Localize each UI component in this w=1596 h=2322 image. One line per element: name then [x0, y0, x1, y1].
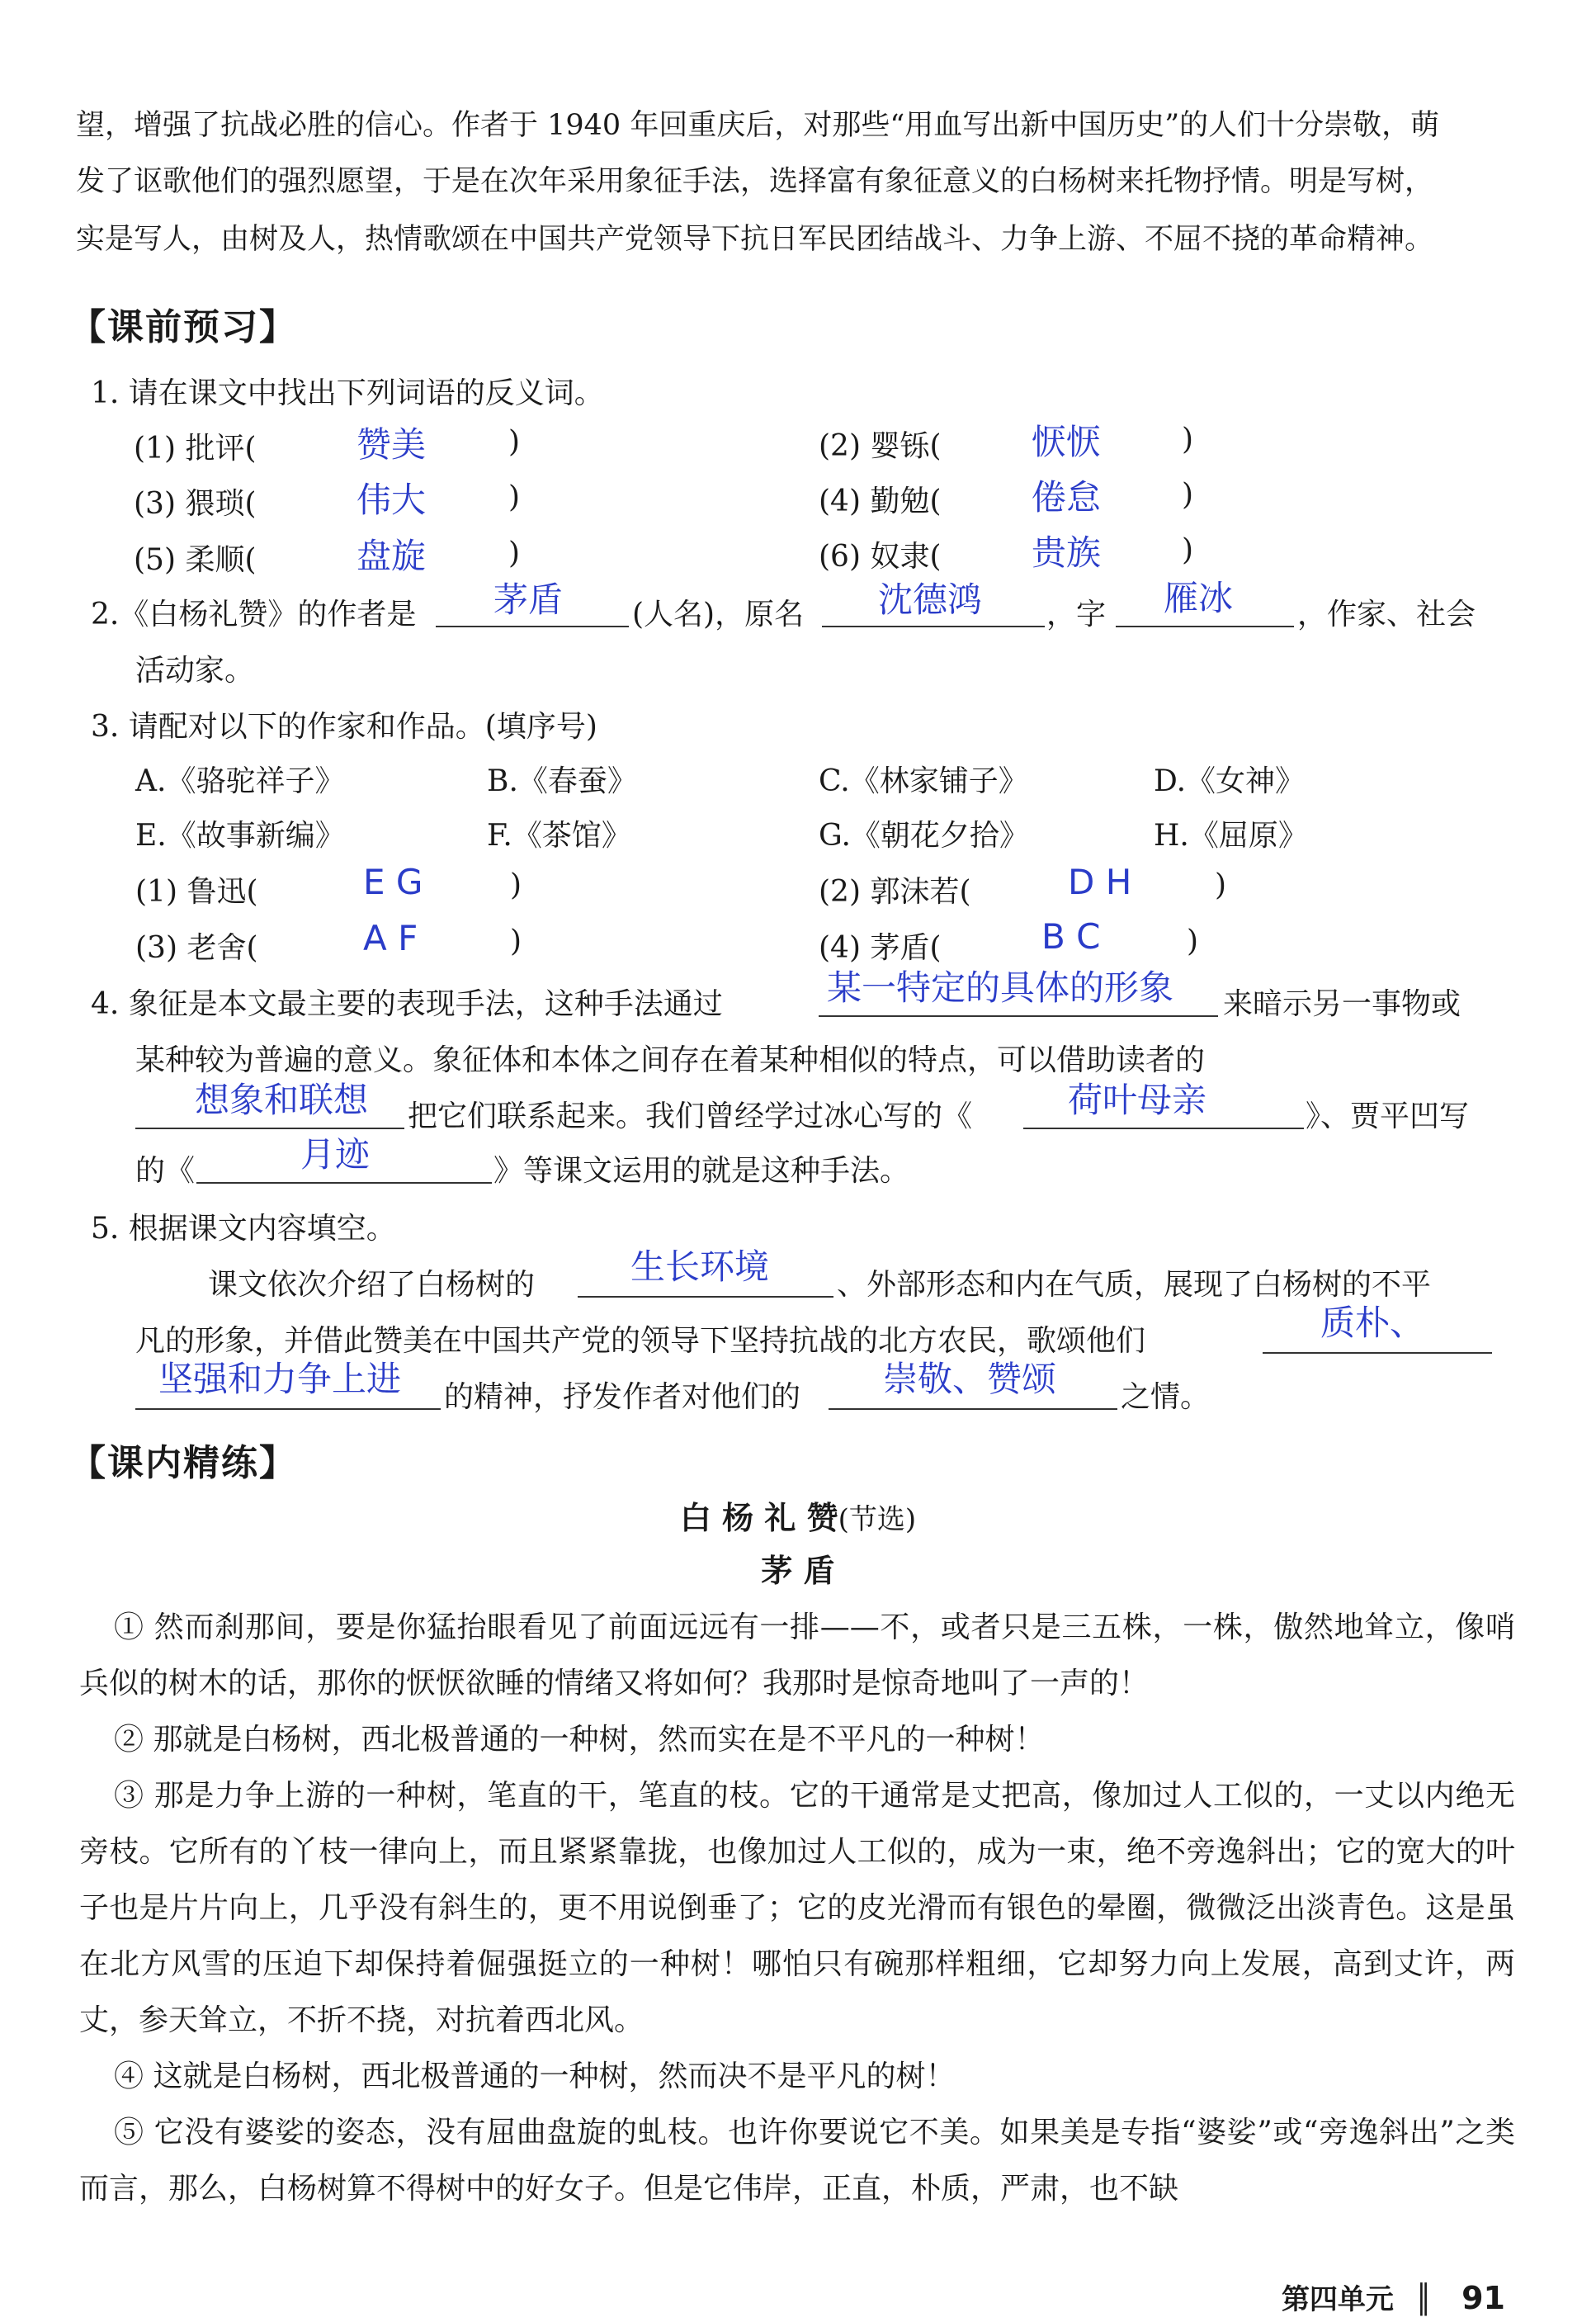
q1-item-5-answer[interactable]: 盘旋 — [357, 536, 427, 576]
article-paragraph-5: ⑤ 它没有婆娑的姿态，没有屈曲盘旋的虬枝。也许你要说它不美。如果美是专指“婆娑”或“旁逸斜出”之类而言，那么，白杨树算不得树中的好女子。但是它伟岸，正直，朴质，严肃，也不缺 — [79, 2116, 1515, 2206]
q3-work-f: F.《茶馆》 — [487, 819, 631, 853]
q4-answer-1[interactable]: 某一特定的具体的形象 — [827, 967, 1174, 1008]
q2-text-3: ，字 — [1046, 598, 1107, 631]
q5-text-4: 的精神，抒发作者对他们的 — [444, 1380, 801, 1414]
q4-answer-2[interactable]: 想象和联想 — [195, 1080, 369, 1120]
q3-pair-2-label: (2) 郭沫若( — [819, 875, 971, 909]
q2-text-5: 活动家。 — [135, 654, 255, 688]
q4-text-3: 某种较为普遍的意义。象征体和本体之间存在着某种相似的特点，可以借助读者的 — [135, 1043, 1206, 1077]
q4-text-6: 的《 — [135, 1154, 196, 1188]
q1-item-1-label: (1) 批评( — [134, 432, 257, 466]
article-paragraph-3: ③ 那是力争上游的一种树，笔直的干，笔直的枝。它的干通常是丈把高，像加过人工似的，一丈以内绝无旁枝。它所有的丫枝一律向上，而且紧紧靠拢，也像加过人工似的，成为一束，绝不旁逸斜出；它的宽大的叶子也是片片向上，几乎没有斜生的，更不用说倒垂了；它的皮光滑而有银色的晕圈，微微泛出淡青色。这是虽在北方风雪的压迫下却保持着倔强挺立的一种树！哪怕只有碗那样粗细，它却努力向上发展，高到丈许，两丈，参天耸立，不折不挠，对抗着西北风。 — [79, 1779, 1515, 2037]
q3-pair-3-close: ) — [510, 925, 522, 958]
footer-unit: 第四单元 — [1281, 2283, 1394, 2316]
q1-item-5-label: (5) 柔顺( — [134, 543, 257, 577]
q2-text-2: (人名)，原名 — [632, 598, 805, 631]
q3-pair-2-close: ) — [1215, 868, 1227, 902]
q1-item-2-answer[interactable]: 恹恹 — [1032, 422, 1102, 462]
q3-work-a: A.《骆驼祥子》 — [135, 764, 345, 798]
q5-text-5: 之情。 — [1121, 1380, 1211, 1414]
q3-work-c: C.《林家铺子》 — [819, 764, 1028, 798]
q1-item-4-close: ) — [1182, 478, 1194, 512]
intro-line-1: 望，增强了抗战必胜的信心。作者于 1940 年回重庆后，对那些“用血写出新中国历史”的人们十分崇敬，萌 — [76, 109, 1440, 142]
q5-answer-1[interactable]: 生长环境 — [630, 1246, 770, 1287]
section-title-practice: 【课内精练】 — [69, 1442, 297, 1484]
q3-pair-4-answer[interactable]: B C — [1041, 916, 1101, 957]
intro-line-3: 实是写人，由树及人，热情歌颂在中国共产党领导下抗日军民团结战斗、力争上游、不屈不挠的革命精神。 — [76, 223, 1434, 256]
page-footer — [1282, 2277, 1505, 2317]
q3-pair-3-answer[interactable]: A F — [363, 918, 418, 958]
q3-pair-1-close: ) — [510, 868, 522, 902]
q4-text-7: 》等课文运用的就是这种手法。 — [493, 1154, 910, 1188]
q1-item-6-answer[interactable]: 贵族 — [1032, 532, 1102, 573]
page-number: 91 — [1461, 2280, 1505, 2316]
q1-item-1-close: ) — [508, 425, 521, 459]
q1-item-3-label: (3) 猥琐( — [134, 487, 257, 521]
article-author: 茅 盾 — [761, 1552, 835, 1589]
q3-pair-4-close: ) — [1187, 925, 1199, 958]
q3-work-g: G.《朝花夕拾》 — [819, 819, 1029, 853]
section-title-preview: 【课前预习】 — [69, 306, 297, 348]
q1-item-1-answer[interactable]: 赞美 — [357, 424, 427, 465]
q2-answer-1[interactable]: 茅盾 — [493, 579, 564, 620]
q2-text-4: ，作家、社会 — [1297, 598, 1476, 631]
q1-item-4-label: (4) 勤勉( — [819, 485, 942, 518]
article-title-text: 白 杨 礼 赞 — [679, 1499, 838, 1536]
q2-answer-2[interactable]: 沈德鸿 — [878, 579, 983, 620]
q4-text-1: 4. 象征是本文最主要的表现手法，这种手法通过 — [91, 987, 723, 1021]
article-paragraph-4: ④ 这就是白杨树，西北极普通的一种树，然而决不是平凡的树！ — [114, 2060, 956, 2093]
q3-work-e: E.《故事新编》 — [135, 819, 345, 853]
q3-pair-1-answer[interactable]: E G — [363, 862, 423, 902]
q3-pair-4-label: (4) 茅盾( — [819, 931, 942, 965]
q5-text-3: 凡的形象，并借此赞美在中国共产党的领导下坚持抗战的北方农民，歌颂他们 — [135, 1324, 1146, 1358]
q1-item-2-label: (2) 婴铄( — [819, 429, 942, 463]
q4-answer-4[interactable]: 月迹 — [300, 1134, 371, 1175]
article-paragraph-2: ② 那就是白杨树，西北极普通的一种树，然而实在是不平凡的一种树！ — [114, 1723, 1045, 1757]
q3-stem: 3. 请配对以下的作家和作品。(填序号) — [91, 710, 597, 744]
article-title — [0, 1492, 1596, 1538]
q1-item-3-close: ) — [508, 480, 521, 514]
q2-answer-3[interactable]: 雁冰 — [1164, 578, 1234, 618]
q1-stem: 1. 请在课文中找出下列词语的反义词。 — [91, 376, 604, 410]
q5-answer-4[interactable]: 崇敬、赞颂 — [883, 1359, 1057, 1399]
q1-item-3-answer[interactable]: 伟大 — [357, 480, 427, 520]
q1-item-4-answer[interactable]: 倦怠 — [1032, 477, 1102, 518]
q5-answer-3[interactable]: 坚强和力争上进 — [158, 1359, 402, 1399]
q2-text-1: 2.《白杨礼赞》的作者是 — [91, 598, 417, 631]
q3-pair-1-label: (1) 鲁迅( — [135, 875, 258, 909]
q3-work-b: B.《春蚕》 — [487, 764, 637, 798]
footer-divider-icon: ║ — [1414, 2283, 1436, 2316]
q4-text-4: 把它们联系起来。我们曾经学过冰心写的《 — [408, 1100, 973, 1133]
q3-pair-2-answer[interactable]: D H — [1068, 862, 1132, 902]
q5-stem: 5. 根据课文内容填空。 — [91, 1212, 396, 1246]
q3-work-h: H.《屈原》 — [1154, 819, 1308, 853]
q5-answer-2[interactable]: 质朴、 — [1320, 1303, 1425, 1343]
q4-answer-3[interactable]: 荷叶母亲 — [1068, 1080, 1207, 1120]
article-paragraph-1: ① 然而刹那间，要是你猛抬眼看见了前面远远有一排——不，或者只是三五株，一株，傲然地耸立，像哨兵似的树木的话，那你的恹恹欲睡的情绪又将如何？我那时是惊奇地叫了一声的！ — [79, 1610, 1515, 1700]
q4-text-5: 》、贾平凹写 — [1306, 1100, 1470, 1133]
q5-text-1: 课文依次介绍了白杨树的 — [208, 1268, 536, 1302]
q5-text-2: 、外部形态和内在气质，展现了白杨树的不平 — [837, 1268, 1432, 1302]
article-title-sub: (节选) — [838, 1503, 917, 1536]
q1-item-6-close: ) — [1182, 533, 1194, 567]
q1-item-5-close: ) — [508, 537, 521, 570]
q4-text-2: 来暗示另一事物或 — [1223, 987, 1461, 1021]
q3-work-d: D.《女神》 — [1154, 764, 1306, 798]
q1-item-6-label: (6) 奴隶( — [819, 540, 942, 574]
q1-item-2-close: ) — [1182, 423, 1194, 456]
intro-line-2: 发了讴歌他们的强烈愿望，于是在次年采用象征手法，选择富有象征意义的白杨树来托物抒情。明是写树， — [76, 165, 1434, 198]
q3-pair-3-label: (3) 老舍( — [135, 931, 258, 965]
